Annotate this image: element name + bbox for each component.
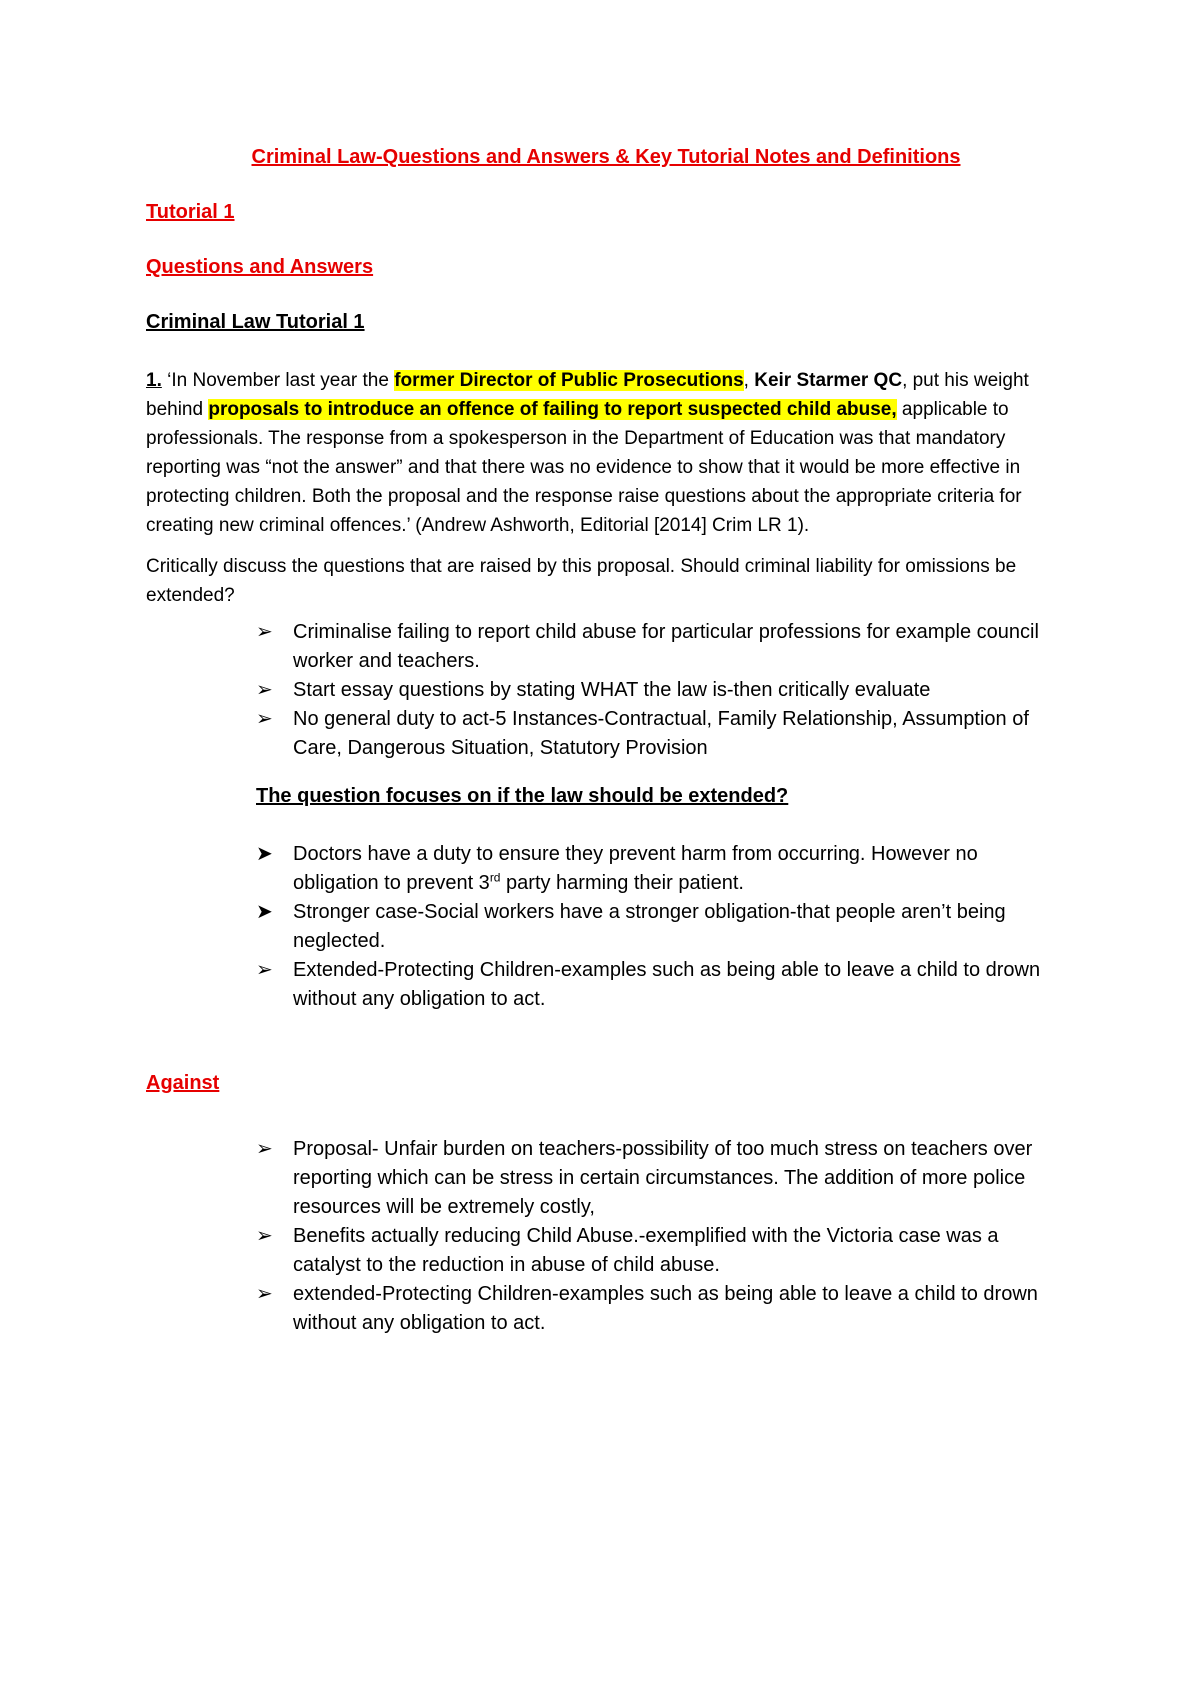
document-title: Criminal Law-Questions and Answers & Key Tutorial Notes and Definitions [251,146,961,168]
question-text-part3: , put his weight behind [146,370,1029,420]
list-item-text: Stronger case-Social workers have a stronger obligation-that people aren’t being neglected. [293,901,1006,952]
list-item [256,705,1066,763]
list-item [256,1280,1066,1338]
list-item-text: Extended-Protecting Children-examples such as being able to leave a child to drown without any obligation to act. [293,959,1041,1010]
highlight-proposal: proposals to introduce an offence of failing to report suspected child abuse, [208,399,897,420]
section-heading: Criminal Law Tutorial 1 [146,311,365,333]
list-item [256,1135,1066,1222]
arrow-bullet-icon: ➤ [256,843,273,865]
list-item-text: Doctors have a duty to ensure they prevent harm from occurring. However no obligation to prevent 3 [293,843,978,894]
arrow-bullet-icon: ➢ [256,621,273,643]
question-number: 1. [146,370,162,391]
focus-heading: The question focuses on if the law should be extended? [256,785,789,807]
arrow-bullet-icon: ➢ [256,1138,273,1160]
question-text-part4: applicable to professionals. The response from a spokesperson in the Department of Education was that mandatory reporting was “not the answer” and that there was no evidence to show that it would be more effective in protecting children. Both the proposal and the response raise questions about the appropriate criteria for creating new criminal offences.’ (Andrew Ashworth, Editorial [2014] Crim LR 1). [146,399,1022,536]
tutorial-heading: Tutorial 1 [146,201,235,223]
bullet-list-2 [146,840,1066,1014]
arrow-bullet-icon: ➢ [256,1225,273,1247]
instruction-paragraph: Critically discuss the questions that are raised by this proposal. Should criminal liability for omissions be extended? [146,556,1017,606]
arrow-bullet-icon: ➤ [256,901,273,923]
arrow-bullet-icon: ➢ [256,959,273,981]
list-item-text: extended-Protecting Children-examples such as being able to leave a child to drown without any obligation to act. [293,1283,1038,1334]
list-item [256,956,1066,1014]
arrow-bullet-icon: ➢ [256,1283,273,1305]
question-text-part2: , [743,370,755,391]
document-content [146,146,1066,1338]
arrow-bullet-icon: ➢ [256,679,273,701]
list-item [256,1222,1066,1280]
list-item-text: Benefits actually reducing Child Abuse.-exemplified with the Victoria case was a catalyst to the reduction in abuse of child abuse. [293,1225,999,1276]
against-heading: Against [146,1072,220,1094]
list-item-text: Start essay questions by stating WHAT the law is-then critically evaluate [293,679,931,701]
question-text-part1: ‘In November last year the [161,370,395,391]
list-item-text: Proposal- Unfair burden on teachers-possibility of too much stress on teachers over reporting which can be stress in certain circumstances. The addition of more police resources will be extremely costly, [293,1138,1033,1218]
superscript-rd: rd [489,870,501,885]
list-item [256,840,1066,898]
bullet-list-3 [146,1135,1066,1338]
arrow-bullet-icon: ➢ [256,708,273,730]
highlight-dpp: former Director of Public Prosecutions [394,370,744,391]
list-item [256,898,1066,956]
question-paragraph [146,366,1066,540]
list-item-text: No general duty to act-5 Instances-Contractual, Family Relationship, Assumption of Care, Dangerous Situation, Statutory Provision [293,708,1029,759]
list-item-text: Criminalise failing to report child abuse for particular professions for example council worker and teachers. [293,621,1039,672]
qa-heading: Questions and Answers [146,256,374,278]
bullet-list-1 [146,618,1066,763]
name-keir-starmer: Keir Starmer QC [754,370,903,391]
list-item [256,676,1066,705]
list-item [256,618,1066,676]
list-item-text: party harming their patient. [500,872,744,894]
